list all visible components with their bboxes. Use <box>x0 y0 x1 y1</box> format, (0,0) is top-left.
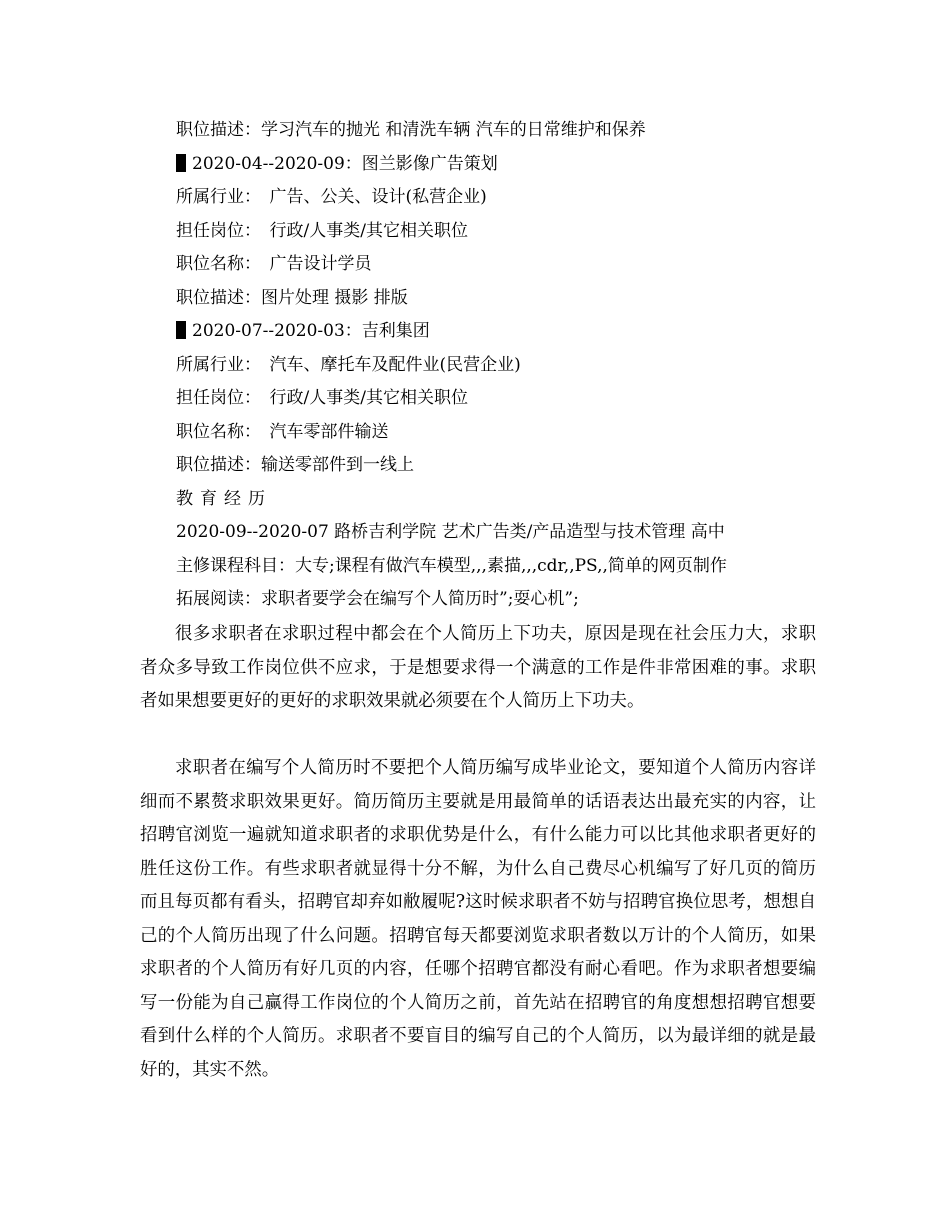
bullet-marker <box>176 321 186 339</box>
industry-line: 所属行业： 汽车、摩托车及配件业(民营企业) <box>176 355 521 375</box>
work-entry-heading <box>176 320 430 342</box>
job-description-line: 职位描述：图片处理 摄影 排版 <box>176 288 408 308</box>
article-paragraph: 求职者在编写个人简历时不要把个人简历编写成毕业论文，要知道个人简历内容详细而不累赘求职效果更好。简历简历主要就是用最简单的话语表达出最充实的内容，让招聘官浏览一遍就知道求职者的求职优势是什么，有什么能力可以比其他求职者更好的胜任这份工作。有些求职者就显得十分不解，为什么自己费尽心机编写了好几页的简历而且每页都有看头，招聘官却弃如敝履呢?这时候求职者不妨与招聘官换位思考，想想自己的个人简历出现了什么问题。招聘官每天都要浏览求职者数以万计的个人简历，如果求职者的个人简历有好几页的内容，任哪个招聘官都没有耐心看吧。作为求职者想要编写一份能为自己赢得工作岗位的个人简历之前，首先站在招聘官的角度想想招聘官想要看到什么样的个人简历。求职者不要盲目的编写自己的个人简历，以为最详细的就是最好的，其实不然。 <box>140 758 816 1080</box>
work-entry-title: 2020-07--2020-03：吉利集团 <box>192 321 430 341</box>
job-description-line: 职位描述：输送零部件到一线上 <box>176 455 414 475</box>
position-line: 担任岗位： 行政/人事类/其它相关职位 <box>176 221 468 241</box>
job-title-line: 职位名称： 汽车零部件输送 <box>176 422 389 442</box>
work-entry-title: 2020-04--2020-09：图兰影像广告策划 <box>192 154 498 174</box>
courses-line: 主修课程科目：大专;课程有做汽车模型,,,素描,,,cdr,,PS,,简单的网页制作 <box>176 556 727 576</box>
article-paragraph: 很多求职者在求职过程中都会在个人简历上下功夫，原因是现在社会压力大，求职者众多导致工作岗位供不应求，于是想要求得一个满意的工作是件非常困难的事。求职者如果想要更好的更好的求职效果就必须要在个人简历上下功夫。 <box>140 624 816 711</box>
industry-line: 所属行业： 广告、公关、设计(私营企业) <box>176 187 487 207</box>
position-line: 担任岗位： 行政/人事类/其它相关职位 <box>176 388 468 408</box>
bullet-marker <box>176 154 186 172</box>
job-description-line: 职位描述：学习汽车的抛光 和清洗车辆 汽车的日常维护和保养 <box>176 120 646 140</box>
extended-reading-line: 拓展阅读：求职者要学会在编写个人简历时”;耍心机”; <box>176 589 579 609</box>
education-heading: 教育经历 <box>176 489 272 509</box>
job-title-line: 职位名称： 广告设计学员 <box>176 254 372 274</box>
work-entry-heading <box>176 153 498 175</box>
education-entry: 2020-09--2020-07 路桥吉利学院 艺术广告类/产品造型与技术管理 高中 <box>176 522 725 542</box>
